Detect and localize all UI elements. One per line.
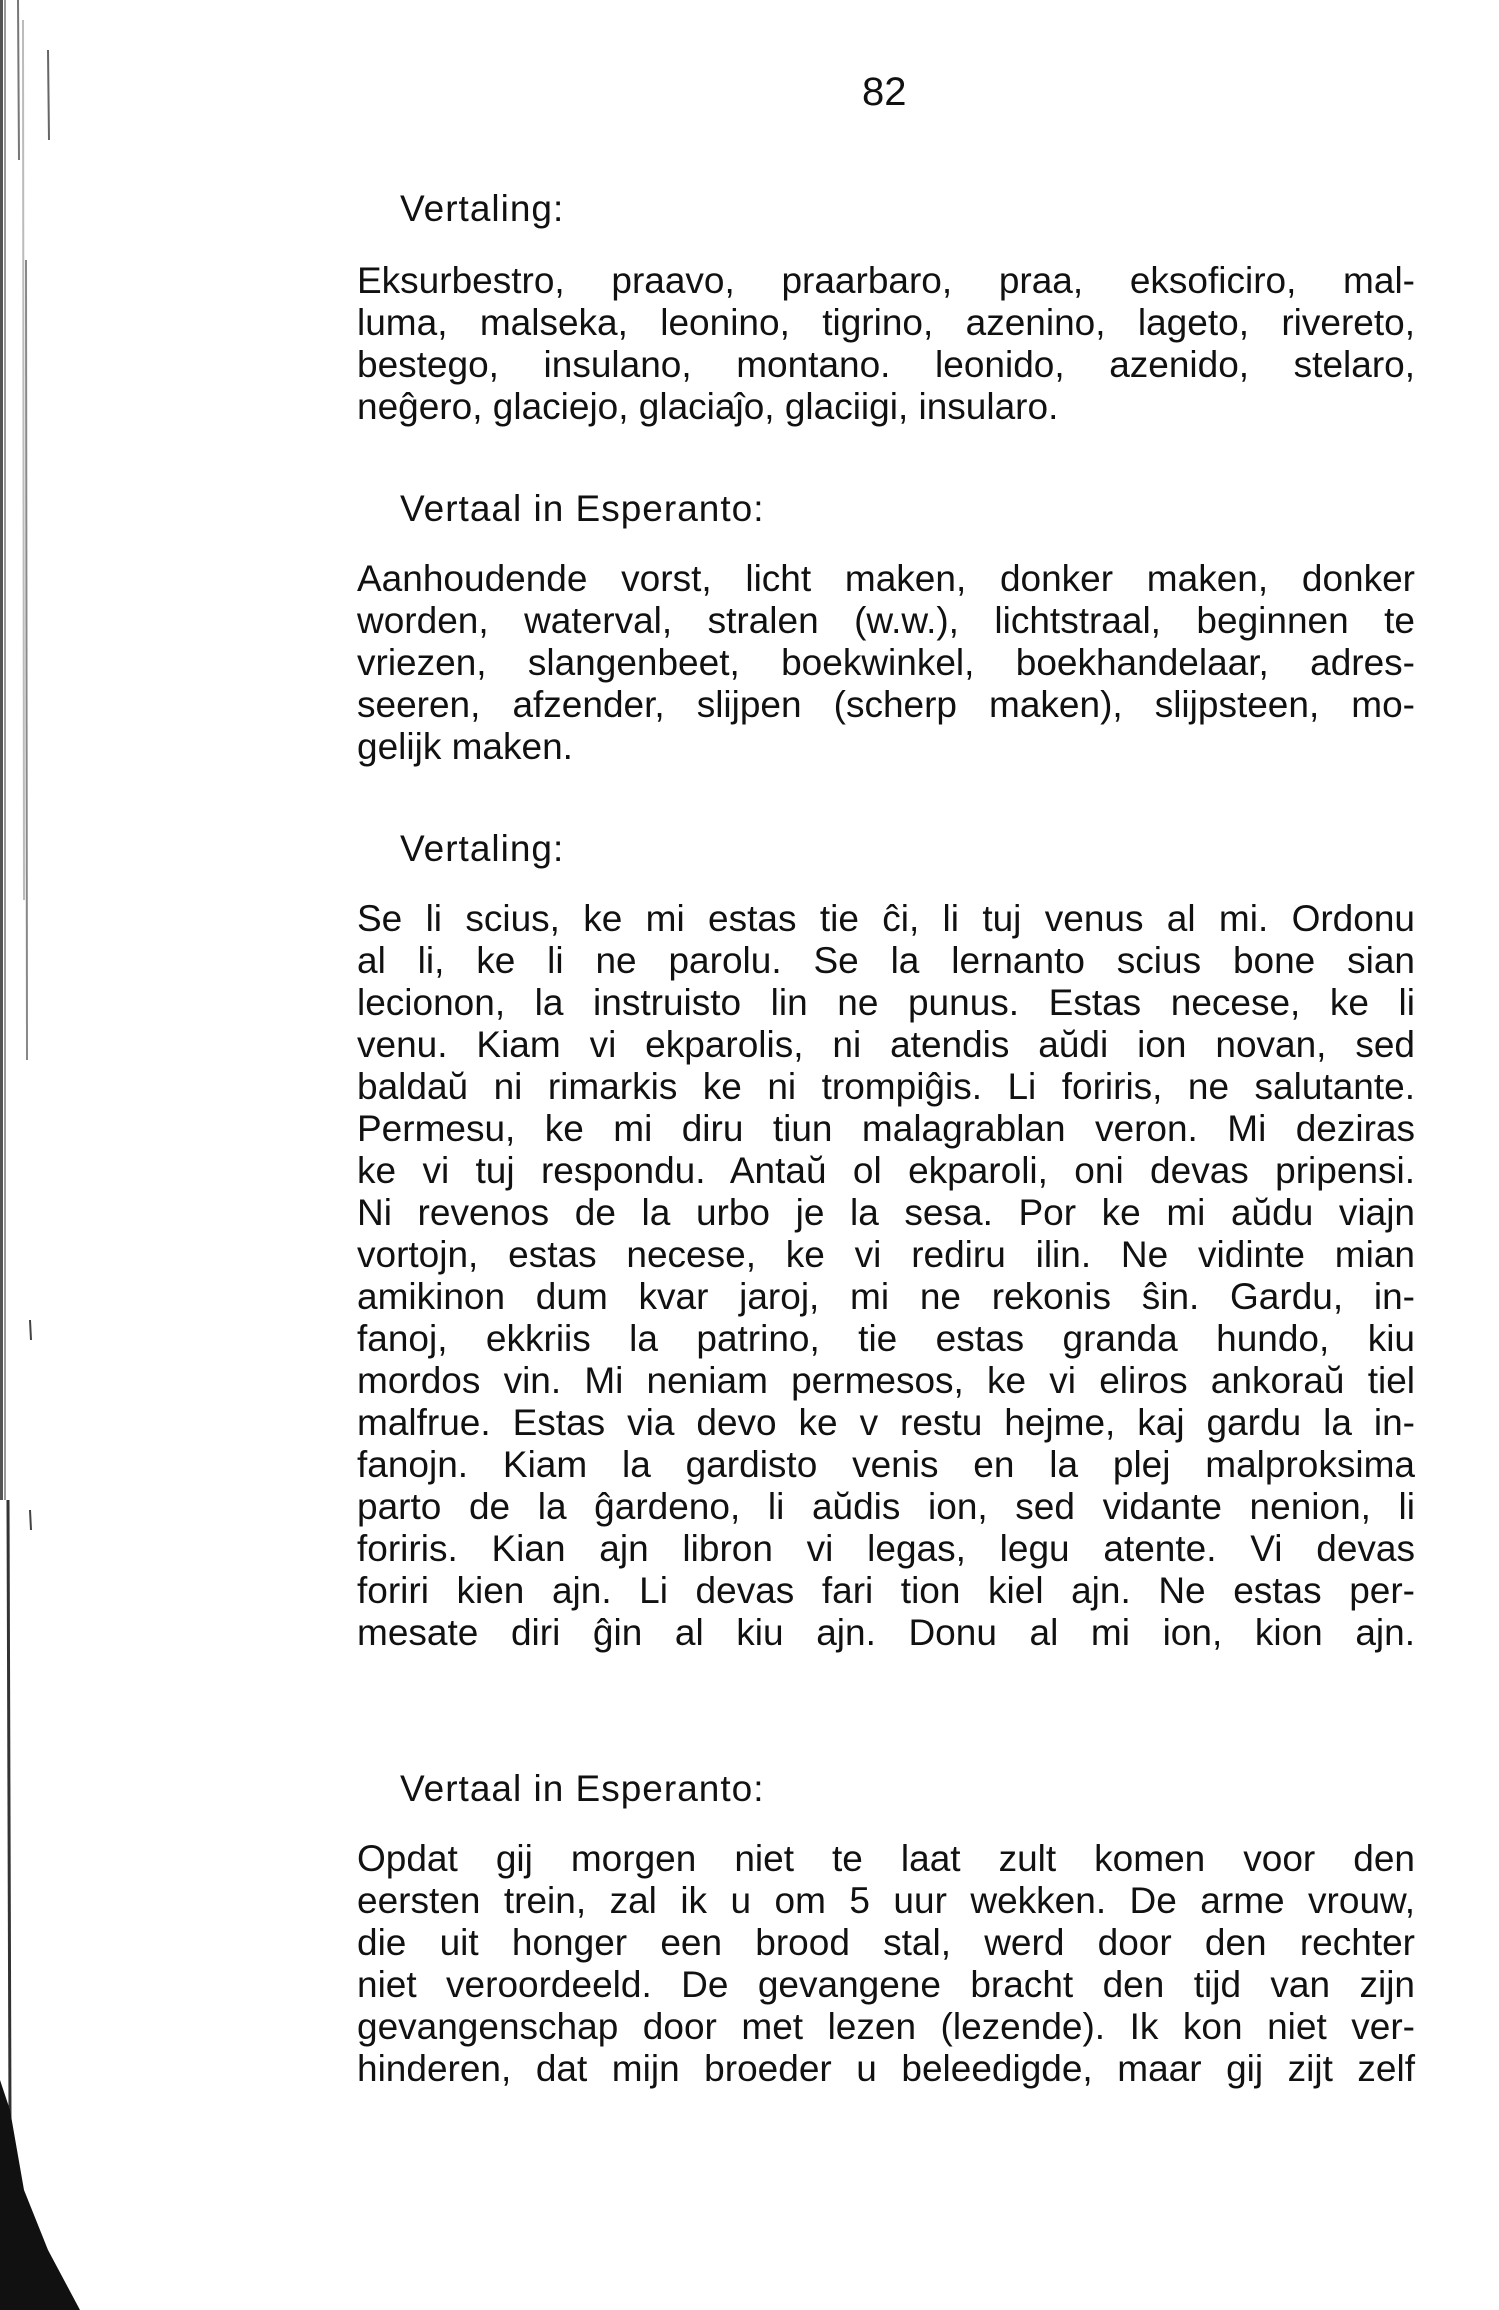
text-line: vriezen, slangenbeet, boekwinkel, boekhandelaar, adres- (357, 642, 1415, 683)
text-line: al li, ke li ne parolu. Se la lernanto scius bone sian (357, 940, 1415, 981)
text-line: gelijk maken. (357, 726, 573, 767)
text-line: worden, waterval, stralen (w.w.), lichtstraal, beginnen te (357, 600, 1415, 641)
text-line: Opdat gij morgen niet te laat zult komen voor den (357, 1838, 1415, 1879)
text-line: neĝero, glaciejo, glaciaĵo, glaciigi, insularo. (357, 386, 1059, 427)
text-line: Ni revenos de la urbo je la sesa. Por ke mi aŭdu viajn (357, 1192, 1415, 1233)
text-line: hinderen, dat mijn broeder u beleedigde, maar gij zijt zelf (357, 2048, 1415, 2089)
section-heading: Vertaling: (400, 188, 565, 229)
text-line: niet veroordeeld. De gevangene bracht den tijd van zijn (357, 1964, 1415, 2005)
text-line: fanoj, ekkriis la patrino, tie estas granda hundo, kiu (357, 1318, 1415, 1359)
text-line: malfrue. Estas via devo ke v restu hejme, kaj gardu la in- (357, 1402, 1415, 1443)
text-line: gevangenschap door met lezen (lezende). Ik kon niet ver- (357, 2006, 1415, 2047)
text-line: fanojn. Kiam la gardisto venis en la plej malproksima (357, 1444, 1415, 1485)
text-line: seeren, afzender, slijpen (scherp maken), slijpsteen, mo- (357, 684, 1415, 725)
text-line: Eksurbestro, praavo, praarbaro, praa, eksoficiro, mal- (357, 260, 1415, 301)
text-line: parto de la ĝardeno, li aŭdis ion, sed vidante nenion, li (357, 1486, 1415, 1527)
text-line: ke vi tuj respondu. Antaŭ ol ekparoli, oni devas pripensi. (357, 1150, 1415, 1191)
text-line: luma, malseka, leonino, tigrino, azenino, lageto, rivereto, (357, 302, 1415, 343)
text-line: mordos vin. Mi neniam permesos, ke vi eliros ankoraŭ tiel (357, 1360, 1415, 1401)
text-line: mesate diri ĝin al kiu ajn. Donu al mi ion, kion ajn. (357, 1612, 1415, 1653)
text-line: die uit honger een brood stal, werd door den rechter (357, 1922, 1415, 1963)
text-line: Permesu, ke mi diru tiun malagrablan veron. Mi deziras (357, 1108, 1415, 1149)
page-number: 82 (862, 70, 907, 114)
text-line: baldaŭ ni rimarkis ke ni trompiĝis. Li foriris, ne salutante. (357, 1066, 1415, 1107)
section-heading: Vertaal in Esperanto: (400, 1768, 765, 1809)
text-line: lecionon, la instruisto lin ne punus. Estas necese, ke li (357, 982, 1415, 1023)
text-line: bestego, insulano, montano. leonido, azenido, stelaro, (357, 344, 1415, 385)
text-line: vortojn, estas necese, ke vi rediru ilin. Ne vidinte mian (357, 1234, 1415, 1275)
text-line: foriri kien ajn. Li devas fari tion kiel ajn. Ne estas per- (357, 1570, 1415, 1611)
book-spine-shadow (0, 0, 90, 2310)
text-line: venu. Kiam vi ekparolis, ni atendis aŭdi ion novan, sed (357, 1024, 1415, 1065)
text-line: foriris. Kian ajn libron vi legas, legu atente. Vi devas (357, 1528, 1415, 1569)
text-line: amikinon dum kvar jaroj, mi ne rekonis ŝin. Gardu, in- (357, 1276, 1415, 1317)
text-line: Se li scius, ke mi estas tie ĉi, li tuj venus al mi. Ordonu (357, 898, 1415, 939)
section-heading: Vertaling: (400, 828, 565, 869)
text-line: eersten trein, zal ik u om 5 uur wekken. De arme vrouw, (357, 1880, 1415, 1921)
section-heading: Vertaal in Esperanto: (400, 488, 765, 529)
text-line: Aanhoudende vorst, licht maken, donker maken, donker (357, 558, 1415, 599)
